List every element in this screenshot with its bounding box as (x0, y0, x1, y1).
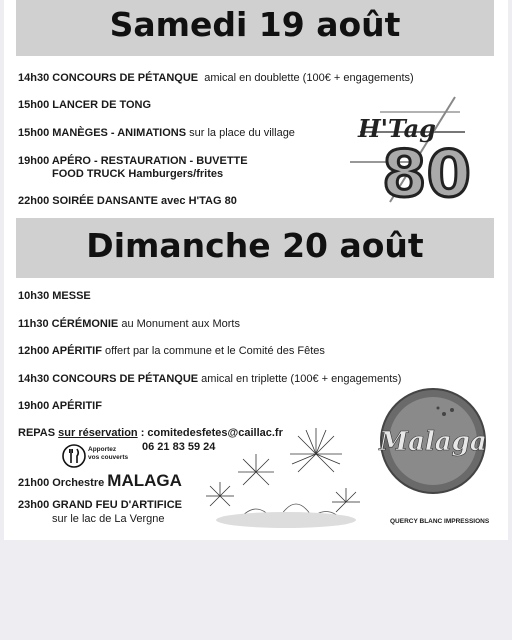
sun-item-petanque-title: 14h30 CONCOURS DE PÉTANQUE (18, 373, 199, 385)
htag80-logo-number: 80 (382, 138, 472, 212)
malaga-logo (374, 388, 492, 494)
orchestra-time: 21h00 Orchestre (18, 477, 105, 489)
malaga-logo-text: Malaga (379, 427, 487, 457)
sun-item-aperitif2-title: 19h00 APÉRITIF (18, 400, 102, 412)
sat-item-tong-title: 15h00 LANCER DE TONG (18, 99, 152, 111)
fireworks-line (18, 499, 182, 511)
sun-item-messe-title: 10h30 MESSE (18, 290, 91, 302)
sat-item-petanque-title: 14h30 CONCOURS DE PÉTANQUE (18, 72, 199, 84)
saturday-title: Samedi 19 août (109, 5, 401, 44)
sunday-banner (16, 218, 494, 278)
fireworks-title: 23h00 GRAND FEU D'ARTIFICE (18, 499, 182, 511)
saturday-banner (16, 0, 494, 56)
sat-item-maneges-title: 15h00 MANÈGES - ANIMATIONS (18, 127, 187, 139)
orchestra-line (18, 471, 182, 491)
htag80-logo (350, 92, 480, 212)
sun-item-aperitif-detail: offert par la commune et le Comité des Fêtes (105, 345, 325, 357)
sun-item-ceremonie-detail: au Monument aux Morts (121, 318, 240, 330)
sat-item-petanque-detail: amical en doublette (100€ + engagements) (204, 72, 414, 84)
sun-item-petanque-detail: amical en triplette (100€ + engagements) (201, 373, 402, 385)
sun-item-ceremonie-title: 11h30 CÉRÉMONIE (18, 318, 119, 330)
sat-item-maneges (18, 127, 295, 139)
sun-item-aperitif (18, 345, 325, 357)
fireworks-place-line (52, 513, 165, 525)
printer-credit: QUERCY BLANC IMPRESSIONS (390, 518, 490, 525)
sat-item-foodtruck-title: FOOD TRUCK Hamburgers/frites (52, 168, 224, 180)
cutlery-note-line2: vos couverts (88, 454, 129, 461)
cutlery-note-line1: Apportez (88, 446, 117, 453)
repas-phone: 06 21 83 59 24 (142, 441, 216, 453)
cutlery-note (88, 446, 128, 462)
sun-item-petanque (18, 373, 401, 385)
fireworks-place: sur le lac de La Vergne (52, 513, 165, 525)
sun-item-aperitif2 (18, 400, 102, 412)
sat-item-maneges-detail: sur la place du village (189, 127, 295, 139)
sat-item-petanque (18, 72, 414, 84)
orchestra-name: MALAGA (107, 471, 182, 490)
sat-item-apero (18, 155, 248, 167)
sat-item-soiree-title: 22h00 SOIRÉE DANSANTE avec H'TAG 80 (18, 195, 237, 207)
sat-item-tong (18, 99, 151, 111)
sat-item-soiree (18, 195, 237, 207)
sat-item-apero-title: 19h00 APÉRO - RESTAURATION - BUVETTE (18, 155, 248, 167)
sun-item-ceremonie (18, 318, 240, 330)
sat-item-foodtruck (52, 168, 223, 180)
repas-label: REPAS (18, 427, 56, 439)
cutlery-icon (62, 444, 86, 468)
htag80-logo-top: H'Tag (358, 114, 436, 143)
repas-email: : comitedesfetes@caillac.fr (140, 427, 283, 439)
repas-reservation: sur réservation (58, 427, 138, 439)
sun-item-messe (18, 290, 91, 302)
sun-item-aperitif-title: 12h00 APÉRITIF (18, 345, 102, 357)
fireworks-illustration (196, 424, 368, 532)
sunday-title: Dimanche 20 août (86, 226, 424, 265)
